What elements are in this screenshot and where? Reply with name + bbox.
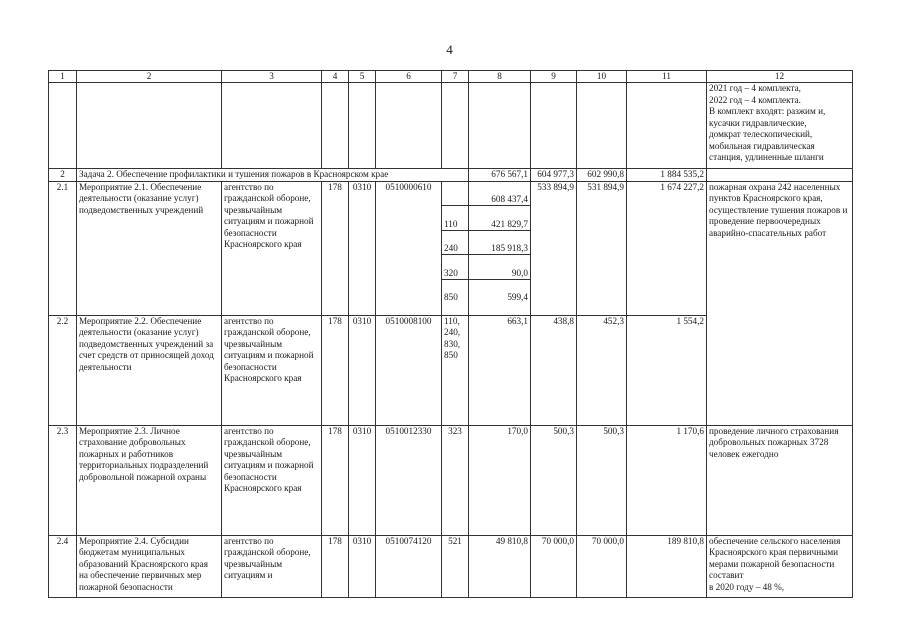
measure-name: Мероприятие 2.1. Обеспечение деятельности (оказание услуг) подведомственных учреждений <box>77 181 222 315</box>
table-row <box>49 181 853 315</box>
task2-number: 2 <box>49 169 77 182</box>
value-9: 500,3 <box>531 425 577 535</box>
value-10: 452,3 <box>577 315 627 425</box>
header-cell-11: 11 <box>627 71 707 83</box>
carry-over-result: 2021 год – 4 комплекта, 2022 год – 4 комплекта. В комплект входят: разжим и, кусачки гидравлические, домкрат телескопический, мобильная гидравлическая станция, удлиненные шланги <box>707 83 853 169</box>
value-9: 438,8 <box>531 315 577 425</box>
expected-result: обеспечение сельского населения Красноярского края первичными мерами пожарной безопасности составит в 2020 году – 48 %, <box>707 535 853 597</box>
value-10: 531 894,9 <box>577 181 627 315</box>
code-7-line: 320 <box>442 267 468 280</box>
carry-over-row <box>49 83 853 169</box>
code-5: 0310 <box>349 315 376 425</box>
measure-name: Мероприятие 2.4. Субсидии бюджетам муниципальных образований Красноярского края на обеспечение первичных мер пожарной безопасности <box>77 535 222 597</box>
page-number: 4 <box>446 42 453 57</box>
header-cell-12: 12 <box>707 71 853 83</box>
code-7-line <box>442 193 468 206</box>
measure-name: Мероприятие 2.2. Обеспечение деятельности (оказание услуг) подведомственных учреждений за счет средств от приносящей доход деятельности <box>77 315 222 425</box>
agency-name: агентство по гражданской обороне, чрезвычайным ситуациям и пожарной безопасности Красноярского края <box>222 315 322 425</box>
code-5: 0310 <box>349 535 376 597</box>
code-6: 0510074120 <box>376 535 442 597</box>
value-11: 189 810,8 <box>627 535 707 597</box>
task2-title: Задача 2. Обеспечение профилактики и тушения пожаров в Красноярском крае <box>77 169 469 182</box>
code-7-line: 240 <box>442 242 468 255</box>
header-cell-9: 9 <box>531 71 577 83</box>
value-11: 1 554,2 <box>627 315 707 425</box>
value-11: 1 674 227,2 <box>627 181 707 315</box>
code-7-line: 850 <box>444 292 458 302</box>
row-number: 2.4 <box>49 535 77 597</box>
code-5: 0310 <box>349 181 376 315</box>
header-row <box>49 71 853 83</box>
measure-name: Мероприятие 2.3. Личное страхование добровольных пожарных и работников территориальных подразделений добровольной пожарной охраны <box>77 425 222 535</box>
code-4: 178 <box>322 315 349 425</box>
agency-name: агентство по гражданской обороне, чрезвычайным ситуациям и пожарной безопасности Красноярского края <box>222 181 322 315</box>
task2-value-10: 602 990,8 <box>577 169 627 182</box>
task2-row <box>49 169 853 182</box>
header-cell-6: 6 <box>376 71 442 83</box>
budget-table <box>48 70 853 598</box>
value-8-line: 608 437,4 <box>469 193 530 206</box>
header-cell-5: 5 <box>349 71 376 83</box>
header-cell-10: 10 <box>577 71 627 83</box>
header-cell-2: 2 <box>77 71 222 83</box>
code-5: 0310 <box>349 425 376 535</box>
header-cell-3: 3 <box>222 71 322 83</box>
value-8-line: 90,0 <box>469 267 530 280</box>
header-cell-4: 4 <box>322 71 349 83</box>
value-8: 170,0 <box>469 425 531 535</box>
expected-result: проведение личного страхования добровольных пожарных 3728 человек ежегодно <box>707 425 853 535</box>
value-8-line: 421 829,7 <box>469 218 530 231</box>
code-6: 0510008100 <box>376 315 442 425</box>
value-10: 500,3 <box>577 425 627 535</box>
value-8-line: 185 918,3 <box>469 242 530 255</box>
code-4: 178 <box>322 425 349 535</box>
expected-result: пожарная охрана 242 населенных пунктов Красноярского края, осуществление тушения пожаров и проведение первоочередных аварийно-спасательных работ <box>707 181 853 425</box>
value-8: 49 810,8 <box>469 535 531 597</box>
table-row <box>49 425 853 535</box>
row-number: 2.1 <box>49 181 77 315</box>
row-number: 2.3 <box>49 425 77 535</box>
code-7: 521 <box>442 535 469 597</box>
code-6: 0510012330 <box>376 425 442 535</box>
task2-value-8: 676 567,1 <box>469 169 531 182</box>
header-cell-7: 7 <box>442 71 469 83</box>
code-6: 0510000610 <box>376 181 442 315</box>
value-10: 70 000,0 <box>577 535 627 597</box>
table-row <box>49 535 853 597</box>
code-4: 178 <box>322 181 349 315</box>
value-11: 1 170,6 <box>627 425 707 535</box>
agency-name: агентство по гражданской обороне, чрезвычайным ситуациям и <box>222 535 322 597</box>
header-cell-8: 8 <box>469 71 531 83</box>
row-number: 2.2 <box>49 315 77 425</box>
value-8-line: 599,4 <box>507 292 528 302</box>
value-9: 533 894,9 <box>531 181 577 315</box>
task2-value-11: 1 884 535,2 <box>627 169 707 182</box>
header-cell-1: 1 <box>49 71 77 83</box>
code-4: 178 <box>322 535 349 597</box>
agency-name: агентство по гражданской обороне, чрезвычайным ситуациям и пожарной безопасности Красноярского края <box>222 425 322 535</box>
value-8: 663,1 <box>469 315 531 425</box>
code-7-line: 110 <box>442 218 468 231</box>
code-7: 110, 240, 830, 850 <box>442 315 469 425</box>
code-7: 323 <box>442 425 469 535</box>
task2-value-9: 604 977,3 <box>531 169 577 182</box>
value-8-stack <box>469 181 531 315</box>
value-9: 70 000,0 <box>531 535 577 597</box>
code-7-stack <box>442 181 469 315</box>
